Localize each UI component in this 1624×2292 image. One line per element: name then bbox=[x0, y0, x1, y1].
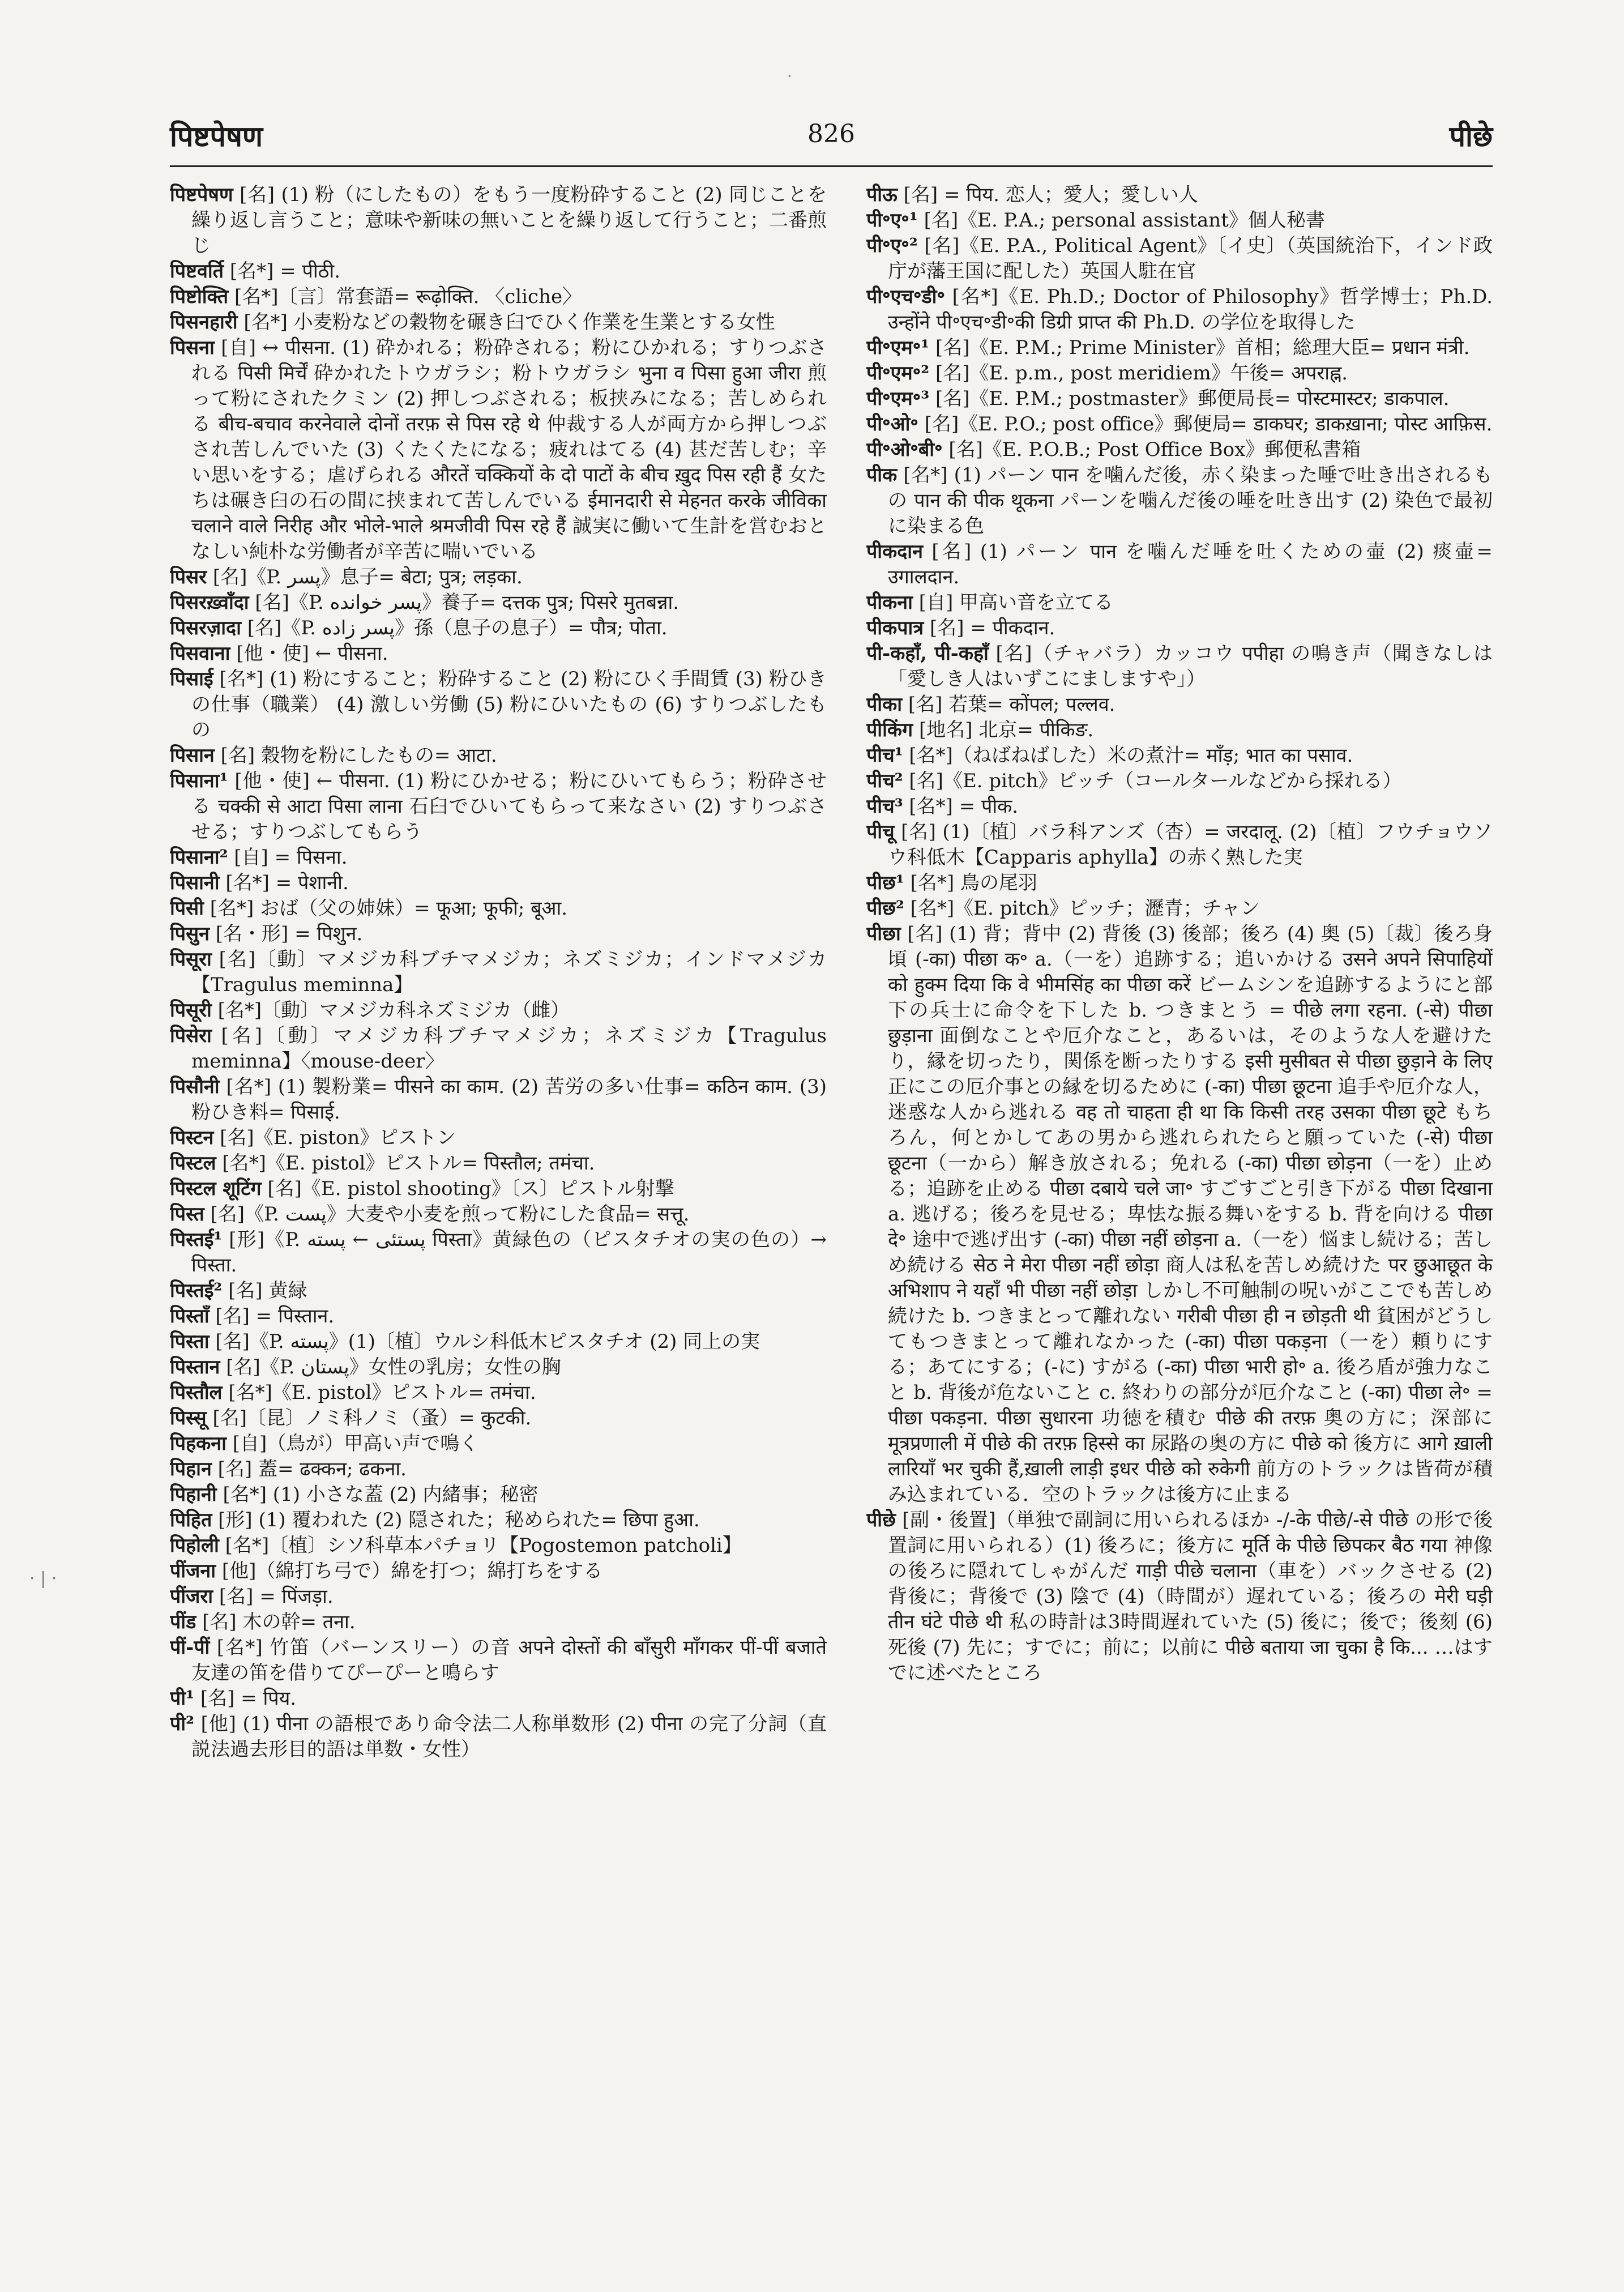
entry-headword: पीका bbox=[866, 693, 903, 716]
entry-definition: [他・使] ← पीसना. (1) 粉にひかせる；粉にひいてもらう；粉砕させる चक्की से आटा पिसा लाना 石臼でひいてもらって来なさい (2) すりつぶさせる；すりつぶしてもらう bbox=[191, 770, 827, 843]
entry-headword: पी-कहाँ, पी-कहाँ bbox=[866, 642, 989, 665]
entry-definition: [名] (1) パーン पान を噛んだ唾を吐くための壷 (2) 痰壷= उगालदान. bbox=[888, 540, 1493, 588]
entry-definition: [名*]〔植〕シソ科草本パチョリ【Pogostemon patcholi】 bbox=[225, 1534, 742, 1557]
running-header bbox=[170, 116, 1493, 161]
dictionary-entry bbox=[866, 769, 1493, 794]
dictionary-entry bbox=[170, 1304, 827, 1329]
entry-definition: [名]《P. پسر زاده》孫（息子の息子）= पौत्र; पोता. bbox=[247, 617, 668, 639]
dictionary-entry bbox=[866, 437, 1493, 463]
dictionary-entry bbox=[170, 335, 827, 565]
entry-definition: [他・使] ← पीसना. bbox=[236, 642, 388, 665]
entry-definition: [名]（チャバラ）カッコウ पपीहा の鳴き声（聞きなしは「愛しき人はいずこにましますや」） bbox=[888, 642, 1493, 690]
entry-definition: [自] ↔ पीसना. (1) 砕かれる；粉砕される；粉にひかれる；すりつぶされる पिसी मिर्चें 砕かれたトウガラシ；粉トウガラシ भुना व पिसा हुआ जीरा 煎って粉にされたクミン (2) 押しつぶされる；板挟みになる；苦しめられる बीच-बचाव करनेवाले दोनों तरफ़ से पिस रहे थे 仲裁する人が両方から押しつぶされ苦しんでいた (3) くたくたになる；疲れはてる (4) 甚だ苦しむ；辛い思いをする；虐げられる औरतें चक्कियों के दो पाटों के बीच ख़ुद पिस रही हैं 女たちは碾き臼の石の間に挟まれて苦しんでいる ईमानदारी से मेहनत करके जीविका चलाने वाले निरीह और भोले-भाले श्रमजीवी पिस रहे हैं 誠実に働いて生計を営むおとなしい純朴な労働者が辛苦に喘いでいる bbox=[191, 336, 827, 563]
entry-headword: पी॰एच॰डी॰ bbox=[866, 285, 945, 308]
dictionary-entry bbox=[866, 616, 1493, 641]
entry-definition: [名]《E. P.O.; post office》郵便局= डाकघर; डाकख़ाना; पोस्ट आफ़िस. bbox=[924, 413, 1493, 436]
entry-headword: पिस्ता bbox=[170, 1330, 210, 1353]
dictionary-entry bbox=[170, 1610, 827, 1635]
dictionary-entry bbox=[170, 1711, 827, 1762]
entry-definition: [名*] (1) パーン पान を噛んだ後，赤く染まった唾で吐き出されるもの पान की पीक थूकना パーンを噛んだ後の唾を吐き出す (2) 染色で最初に染まる色 bbox=[888, 464, 1493, 537]
entry-headword: पिसूरी bbox=[170, 999, 212, 1022]
header-last-word: पीछे bbox=[1449, 119, 1493, 153]
entry-definition: [形] (1) 覆われた (2) 隠された；秘められた= छिपा हुआ. bbox=[218, 1509, 700, 1531]
entry-headword: पीच² bbox=[866, 770, 903, 792]
dictionary-entry bbox=[170, 565, 827, 590]
dictionary-entry bbox=[170, 1074, 827, 1125]
entry-definition: [名] = पिंजड़ा. bbox=[219, 1585, 334, 1608]
entry-headword: पिस्तौल bbox=[170, 1381, 223, 1404]
dictionary-entry bbox=[866, 743, 1493, 769]
entry-definition: [自]（鳥が）甲高い声で鳴く bbox=[232, 1432, 479, 1455]
entry-headword: पिस्त bbox=[170, 1203, 204, 1226]
entry-definition: [名*]《E. pitch》ピッチ；瀝青；チャン bbox=[910, 897, 1260, 920]
dictionary-entry bbox=[170, 284, 827, 310]
dictionary-entry bbox=[866, 692, 1493, 718]
dictionary-entry bbox=[170, 1457, 827, 1482]
entry-headword: पिसरज़ादा bbox=[170, 617, 241, 639]
entry-headword: पिहित bbox=[170, 1509, 212, 1531]
entry-definition: [名] = पिय. 恋人；愛人；愛しい人 bbox=[903, 183, 1198, 206]
dictionary-entry bbox=[170, 1176, 827, 1202]
header-first-word: पिष्टपेषण bbox=[170, 119, 263, 153]
entry-definition: [名] (1) 粉（にしたもの）をもう一度粉砕すること (2) 同じことを繰り返し言うこと；意味や新味の無いことを繰り返して行うこと；二番煎じ bbox=[191, 183, 827, 257]
entry-definition: [名]〔動〕マメジカ科ブチマメジカ；ネズミジカ【Tragulus meminna】〈mouse-deer〉 bbox=[191, 1025, 827, 1073]
dictionary-entry bbox=[170, 1023, 827, 1074]
entry-headword: पी॰ओ॰ bbox=[866, 413, 918, 436]
entry-headword: पींजना bbox=[170, 1560, 216, 1582]
entry-headword: पीछ² bbox=[866, 897, 904, 920]
entry-definition: [名]《E. p.m., post meridiem》午後= अपराह्न. bbox=[935, 362, 1348, 385]
dictionary-entry bbox=[170, 641, 827, 667]
entry-definition: [名*] (1) 粉にすること；粉砕すること (2) 粉にひく手間賃 (3) 粉ひきの仕事（職業） (4) 激しい労働 (5) 粉にひいたもの (6) すりつぶしたもの bbox=[191, 668, 827, 741]
entry-headword: पीऊ bbox=[866, 183, 898, 206]
dictionary-entry bbox=[866, 1508, 1493, 1686]
entry-headword: पिस्तान bbox=[170, 1356, 220, 1378]
dictionary-entry bbox=[170, 870, 827, 896]
dictionary-entry bbox=[866, 896, 1493, 921]
entry-definition: [名]《E. P.A.; personal assistant》個人秘書 bbox=[924, 209, 1325, 232]
dictionary-entry bbox=[170, 259, 827, 284]
dictionary-entry bbox=[170, 1584, 827, 1610]
entry-definition: [名] 穀物を粉にしたもの= आटा. bbox=[220, 744, 497, 767]
entry-headword: पिसुन bbox=[170, 923, 210, 945]
entry-headword: पी॰ओ॰बी॰ bbox=[866, 438, 943, 461]
dictionary-entry bbox=[866, 208, 1493, 233]
entry-definition: [名] 黄緑 bbox=[228, 1279, 307, 1302]
entry-definition: [名]《P. پستان》女性の乳房；女性の胸 bbox=[226, 1356, 561, 1378]
entry-headword: पिसूरा bbox=[170, 948, 212, 971]
dictionary-entry bbox=[170, 998, 827, 1023]
entry-headword: पीच¹ bbox=[866, 744, 903, 767]
entry-headword: पिस्टल शूटिंग bbox=[170, 1177, 262, 1200]
dictionary-entry bbox=[170, 182, 827, 259]
entry-definition: [名*] = पेशानी. bbox=[225, 872, 349, 894]
entry-definition: [名*]（ねばねばした）米の煮汁= माँड़; भात का पसाव. bbox=[909, 744, 1353, 767]
dictionary-entry bbox=[170, 1151, 827, 1176]
entry-definition: [名]《P. پسر خوانده》養子= दत्तक पुत्र; पिसरे मुतबन्ना. bbox=[255, 591, 679, 614]
dictionary-entry bbox=[170, 1355, 827, 1380]
entry-definition: [名]〔動〕マメジカ科ブチマメジカ；ネズミジカ；インドマメジカ【Tragulus meminna】 bbox=[191, 948, 827, 996]
entry-headword: पिस्टन bbox=[170, 1126, 214, 1149]
entry-headword: पी॰एम॰¹ bbox=[866, 336, 930, 359]
dictionary-entry bbox=[170, 769, 827, 845]
entry-headword: पीछा bbox=[866, 923, 901, 945]
dictionary-entry bbox=[170, 1635, 827, 1686]
entry-definition: [自] 甲高い音を立てる bbox=[918, 591, 1114, 614]
entry-headword: पिहान bbox=[170, 1458, 212, 1480]
entry-definition: [名] (1) 背；背中 (2) 背後 (3) 後部；後ろ (4) 奥 (5)〔裁〕後ろ身頃 (-का) पीछा क॰ a.（一を）追跡する；追いかける उसने अपने सिपाहियों को हुक्म दिया कि वे भीमसिंह का पीछा करें ビームシンを追跡するようにと部下の兵士に命令を下した b. つきまとう = पीछे लगा रहना. (-से) पीछा छुड़ाना 面倒なことや厄介なこと，あるいは，そのような人を避けたり，縁を切ったり，関係を断ったりする इसी मुसीबत से पीछा छुड़ाने के लिए 正にこの厄介事との縁を切るために (-का) पीछा छूटना 追手や厄介な人，迷惑な人から逃れる वह तो चाहता ही था कि किसी तरह उसका पीछा छूटे もちろん，何とかしてあの男から逃れられたらと願っていた (-से) पीछा छूटना（一から）解き放される；免れる (-का) पीछा छोड़ना（一を）止める；追跡を止める पीछा दबाये चले जा॰ すごすごと引き下がる पीछा दिखाना a. 逃げる；後ろを見せる；卑怯な振る舞いをする b. 背を向ける पीछा दे॰ 途中で逃げ出す (-का) पीछा नहीं छोड़ना a.（一を）悩まし続ける；苦しめ続ける सेठ ने मेरा पीछा नहीं छोड़ा 商人は私を苦しめ続けた पर छुआछूत के अभिशाप ने यहाँ भी पीछा नहीं छोड़ा しかし不可触制の呪いがここでも苦しめ続けた b. つきまとって離れない गरीबी पीछा ही न छोड़ती थी 貧困がどうしてもつきまとって離れなかった (-का) पीछा पकड़ना（一を）頼りにする；あてにする；(-に) すがる (-का) पीछा भारी हो॰ a. 後ろ盾が強力なこと b. 背後が危ないこと c. 終わりの部分が厄介なこと (-का) पीछा ले॰ = पीछा पकड़ना. पीछा सुधारना 功徳を積む पीछे की तरफ़ 奥の方に；深部に मूत्रप्रणाली में पीछे की तरफ़ हिस्से का 尿路の奥の方に पीछे को 後方に आगे ख़ाली लारियाँ भर चुकी हैं,ख़ाली लाड़ी इधर पीछे को रुकेगी 前方のトラックは皆荷が積み込まれている．空のトラックは後方に止まる bbox=[888, 923, 1493, 1506]
entry-headword: पी¹ bbox=[170, 1687, 195, 1710]
entry-headword: पीकपात्र bbox=[866, 617, 924, 639]
dictionary-entry bbox=[170, 743, 827, 769]
entry-definition: [名*] = पीक. bbox=[909, 795, 1019, 818]
dictionary-entry bbox=[170, 1202, 827, 1227]
entry-headword: पीछ¹ bbox=[866, 872, 904, 894]
entry-definition: [自] = पिसना. bbox=[234, 846, 348, 869]
entry-headword: पीकदान bbox=[866, 540, 923, 563]
dictionary-entry bbox=[866, 182, 1493, 208]
entry-headword: पिसवाना bbox=[170, 642, 230, 665]
scan-speck: · bbox=[787, 67, 792, 86]
entry-headword: पिसाई bbox=[170, 668, 213, 690]
entry-headword: पिस्तई² bbox=[170, 1279, 223, 1302]
entry-headword: पींड bbox=[170, 1611, 196, 1633]
entry-definition: [名*]《E. Ph.D.; Doctor of Philosophy》哲学博士；Ph.D. उन्होंने पी॰एच॰डी॰की डिग्री प्राप्त की Ph.D. の学位を取得した bbox=[888, 285, 1493, 334]
entry-headword: पिसानी bbox=[170, 872, 220, 894]
entry-headword: पिसेरा bbox=[170, 1025, 212, 1047]
dictionary-entry bbox=[866, 539, 1493, 590]
entry-definition: [名] 蓋= ढक्कन; ढकना. bbox=[217, 1458, 407, 1480]
entry-definition: [名] (1)〔植〕バラ科アンズ（杏）= जरदालू. (2)〔植〕フウチョウソウ科低木【Capparis aphylla】の赤く熟した実 bbox=[888, 821, 1493, 869]
entry-headword: पिसाना² bbox=[170, 846, 228, 869]
entry-definition: [名]《E. pitch》ピッチ（コールタールなどから採れる） bbox=[909, 770, 1402, 792]
dictionary-entry bbox=[170, 310, 827, 335]
dictionary-entry bbox=[170, 921, 827, 947]
entry-headword: पिसौनी bbox=[170, 1075, 220, 1098]
entry-definition: [名・形] = पिशुन. bbox=[215, 923, 363, 945]
entry-headword: पी² bbox=[170, 1713, 195, 1735]
dictionary-entry bbox=[170, 1559, 827, 1584]
entry-definition: [名]《E. P.A., Political Agent》〔イ史〕（英国統治下，インド政庁が藩王国に配した）英国人駐在官 bbox=[888, 234, 1493, 283]
entry-headword: पीच³ bbox=[866, 795, 903, 818]
entry-definition: [名]《E. P.O.B.; Post Office Box》郵便私書箱 bbox=[948, 438, 1361, 461]
dictionary-entry bbox=[866, 386, 1493, 412]
entry-definition: [名*] おば（父の姉妹）= फूआ; फूफी; बूआ. bbox=[210, 897, 568, 920]
entry-headword: पिहकना bbox=[170, 1432, 226, 1455]
entry-headword: पिसरख़्वाँदा bbox=[170, 591, 249, 614]
right-column bbox=[866, 182, 1493, 2278]
entry-definition: [名]《E. P.M.; postmaster》郵便局長= पोस्टमास्टर; डाकपाल. bbox=[935, 387, 1450, 410]
entry-definition: [名*] 竹笛（バーンスリー）の音 अपने दोस्तों की बाँसुरी माँगकर पीं-पीं बजाते 友達の笛を借りてぴーぴーと鳴らす bbox=[191, 1636, 827, 1684]
entry-headword: पींजरा bbox=[170, 1585, 213, 1608]
entry-definition: [名]《E. P.M.; Prime Minister》首相；総理大臣= प्रधान मंत्री. bbox=[935, 336, 1470, 359]
dictionary-entry bbox=[170, 1686, 827, 1711]
dictionary-entry bbox=[170, 1482, 827, 1508]
entry-headword: पीछे bbox=[866, 1509, 896, 1531]
entry-definition: [名] = पिस्तान. bbox=[215, 1305, 335, 1328]
entry-headword: पिष्टपेषण bbox=[170, 183, 233, 206]
entry-headword: पीकना bbox=[866, 591, 913, 614]
entry-definition: [名]《P. پست》大麦や小麦を煎って粉にした食品= सत्तू. bbox=[210, 1203, 690, 1226]
entry-definition: [形]《P. پستئی ← پسته पिस्ता》黄緑色の（ピスタチオの実の色の）→ पिस्ता. bbox=[191, 1228, 827, 1277]
dictionary-entry bbox=[170, 1508, 827, 1533]
entry-headword: पी॰ए॰¹ bbox=[866, 209, 918, 232]
entry-headword: पिसाना¹ bbox=[170, 770, 228, 792]
entry-definition: [名*] 小麦粉などの穀物を碾き臼でひく作業を生業とする女性 bbox=[243, 311, 775, 334]
entry-headword: पिष्टवर्ति bbox=[170, 260, 224, 283]
entry-definition: [地名] 北京= पीकिङ. bbox=[919, 719, 1094, 741]
entry-headword: पी॰एम॰² bbox=[866, 362, 930, 385]
entry-headword: पिसर bbox=[170, 566, 207, 588]
entry-definition: [名*]〔動〕マメジカ科ネズミジカ（雌） bbox=[217, 999, 570, 1022]
entry-definition: [名]《E. piston》ピストン bbox=[220, 1126, 456, 1149]
entry-definition: [名]〔昆〕ノミ科ノミ（蚤）= कुटकी. bbox=[212, 1407, 532, 1429]
entry-headword: पिस्टल bbox=[170, 1152, 216, 1175]
dictionary-entry bbox=[170, 1406, 827, 1431]
dictionary-entry bbox=[170, 1125, 827, 1151]
dictionary-entry bbox=[866, 794, 1493, 820]
entry-definition: [名*] (1) 製粉業= पीसने का काम. (2) 苦労の多い仕事= कठिन काम. (3) 粉ひき料= पिसाई. bbox=[191, 1075, 827, 1124]
entry-headword: पीक bbox=[866, 464, 898, 486]
entry-definition: [名] 木の幹= तना. bbox=[202, 1611, 356, 1633]
entry-headword: पिस्तई¹ bbox=[170, 1228, 223, 1251]
dictionary-entry bbox=[866, 870, 1493, 896]
entry-definition: [名] = पिय. bbox=[200, 1687, 297, 1710]
entry-definition: [名]《P. پسر》息子= बेटा; पुत्र; लड़का. bbox=[212, 566, 523, 588]
entry-headword: पी॰एम॰³ bbox=[866, 387, 930, 410]
dictionary-entry bbox=[170, 1380, 827, 1406]
dictionary-entry bbox=[170, 1431, 827, 1457]
entry-definition: [名*] 鳥の尾羽 bbox=[910, 872, 1037, 894]
left-column bbox=[170, 182, 827, 2278]
entry-headword: पीचू bbox=[866, 821, 895, 843]
dictionary-entry bbox=[866, 718, 1493, 743]
dictionary-entry bbox=[170, 896, 827, 921]
entry-headword: पीकिंग bbox=[866, 719, 913, 741]
dictionary-entry bbox=[866, 921, 1493, 1508]
dictionary-entry bbox=[170, 667, 827, 743]
entry-headword: पिस्सू bbox=[170, 1407, 207, 1429]
dictionary-entry bbox=[170, 947, 827, 998]
dictionary-entry bbox=[866, 590, 1493, 616]
entry-headword: पी॰ए॰² bbox=[866, 234, 918, 257]
dictionary-entry bbox=[866, 361, 1493, 386]
dictionary-entry bbox=[170, 616, 827, 641]
entry-definition: [他] (1) पीना の語根であり命令法二人称単数形 (2) पीना の完了分詞（直説法過去形目的語は単数・女性） bbox=[191, 1713, 827, 1761]
dictionary-entry bbox=[866, 820, 1493, 870]
entry-definition: [他]（綿打ち弓で）綿を打つ；綿打ちをする bbox=[221, 1560, 603, 1582]
dictionary-entry bbox=[170, 845, 827, 870]
entry-definition: [名*]《E. pistol》ピストル= पिस्तौल; तमंचा. bbox=[222, 1152, 595, 1175]
entry-definition: [名*] (1) 小さな蓋 (2) 内緒事；秘密 bbox=[223, 1483, 539, 1506]
entry-headword: पिसना bbox=[170, 336, 215, 359]
dictionary-entry bbox=[866, 335, 1493, 361]
entry-definition: [名*]《E. pistol》ピストル= तमंचा. bbox=[228, 1381, 536, 1404]
entry-headword: पीं-पीं bbox=[170, 1636, 210, 1659]
margin-mark: · | · bbox=[29, 1569, 57, 1589]
entry-headword: पिसान bbox=[170, 744, 215, 767]
dictionary-entry bbox=[866, 233, 1493, 284]
dictionary-entry bbox=[866, 641, 1493, 692]
entry-definition: [名]《P. پسته》(1)〔植〕ウルシ科低木ピスタチオ (2) 同上の実 bbox=[215, 1330, 760, 1353]
entry-headword: पिहानी bbox=[170, 1483, 217, 1506]
header-rule bbox=[170, 165, 1493, 167]
dictionary-entry bbox=[866, 463, 1493, 539]
dictionary-entry bbox=[170, 1533, 827, 1559]
entry-definition: [名*] = पीठी. bbox=[229, 260, 341, 283]
entry-headword: पिसी bbox=[170, 897, 204, 920]
dictionary-entry bbox=[170, 1329, 827, 1355]
entry-definition: [名]《E. pistol shooting》〔ス〕ピストル射撃 bbox=[267, 1177, 674, 1200]
dictionary-entry bbox=[170, 1227, 827, 1278]
dictionary-entry bbox=[866, 412, 1493, 437]
dictionary-entry bbox=[170, 590, 827, 616]
page-number: 826 bbox=[807, 119, 855, 148]
entry-definition: [名*]〔言〕常套語= रूढ़ोक्ति. 〈cliche〉 bbox=[234, 285, 582, 308]
dictionary-entry bbox=[170, 1278, 827, 1304]
entry-headword: पिस्ताँ bbox=[170, 1305, 210, 1328]
entry-headword: पिष्टोक्ति bbox=[170, 285, 229, 308]
entry-headword: पिसनहारी bbox=[170, 311, 238, 334]
entry-definition: [名] 若葉= कोंपल; पल्लव. bbox=[908, 693, 1116, 716]
entry-definition: [副・後置]（単独で副詞に用いられるほか -/-के पीछे/-से पीछे の形で後置詞に用いられる）(1) 後ろに；後方に मूर्ति के पीछे छिपकर बैठ गया 神像の後ろに隠れてしゃがんだ गाड़ी पीछे चलाना（車を）バックさせる (2) 背後に；背後で (3) 陰で (4)（時間が）遅れている；後ろの मेरी घड़ी तीन घंटे पीछे थी 私の時計は3時間遅れていた (5) 後に；後で；後刻 (6) 死後 (7) 先に；すでに；前に；以前に पीछे बताया जा चुका है कि... …はすでに述べたところ bbox=[888, 1509, 1493, 1684]
dictionary-entry bbox=[866, 284, 1493, 335]
entry-definition: [名] = पीकदान. bbox=[929, 617, 1055, 639]
entry-headword: पिहोली bbox=[170, 1534, 219, 1557]
